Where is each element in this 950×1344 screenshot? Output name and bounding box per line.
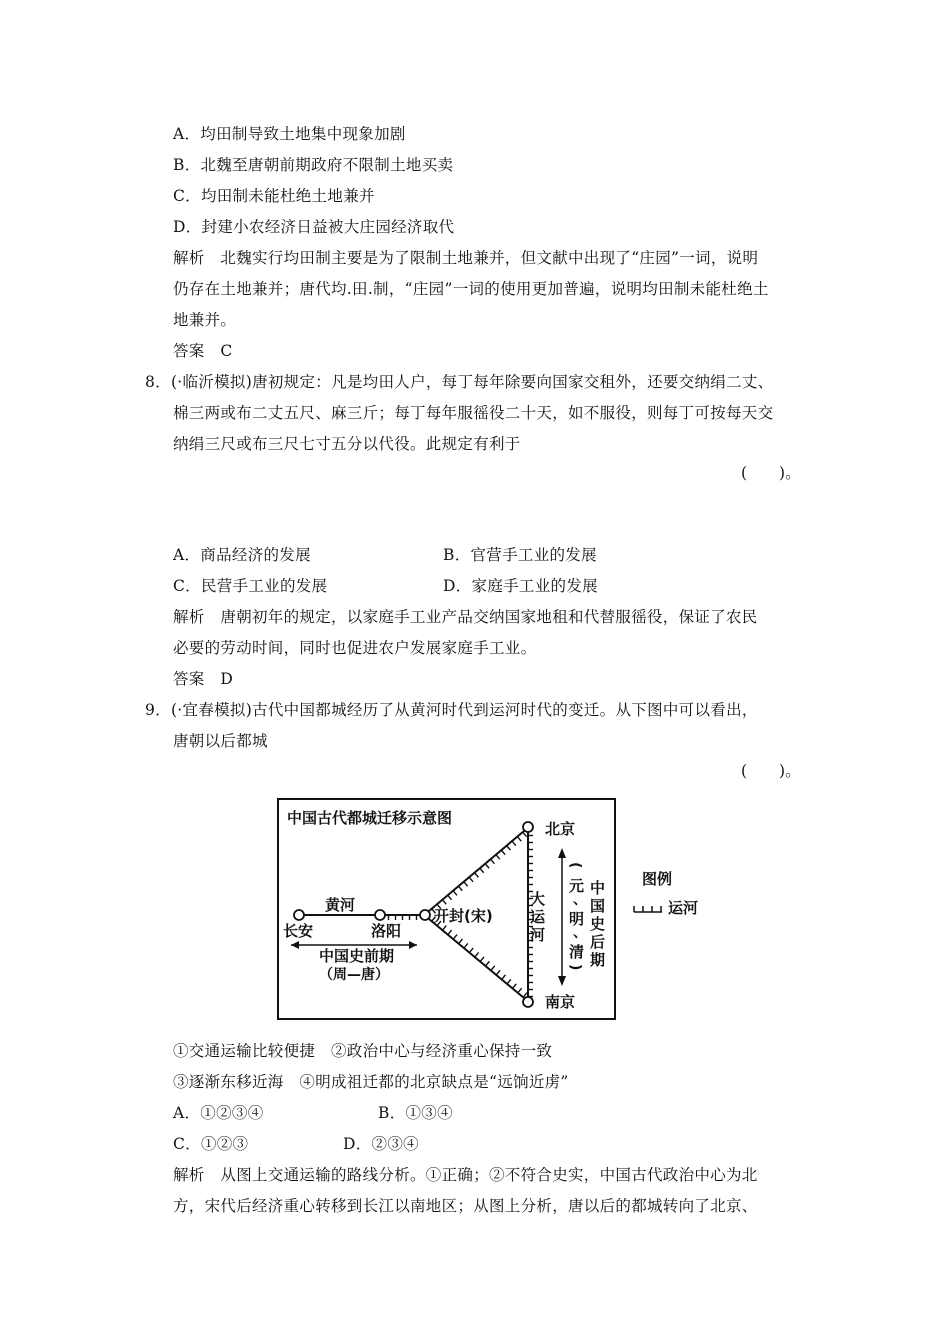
late-period-dynasties: 明 (569, 910, 585, 928)
diagram-title: 中国古代都城迁移示意图 (287, 809, 453, 827)
huanghe-label: 黄河 (325, 896, 356, 914)
q9-option-d: D．②③④ (343, 1135, 419, 1153)
legend-title: 图例 (642, 870, 673, 888)
q8-option-b: B．官营手工业的发展 (443, 546, 597, 564)
late-period-dynasties: 清 (569, 943, 585, 961)
q9-stem-line: 9．(·宜春模拟)古代中国都城经历了从黄河时代到运河时代的变迁。从下图中可以看出， (145, 701, 758, 719)
q7-option-b: B．北魏至唐朝前期政府不限制土地买卖 (173, 156, 454, 174)
nanjing-label: 南京 (545, 993, 576, 1011)
capital-migration-diagram (277, 798, 616, 1020)
q8-option-d: D．家庭手工业的发展 (443, 577, 598, 595)
q9-analysis-line: 方，宋代后经济重心转移到长江以南地区；从图上分析，唐以后的都城转向了北京、 (173, 1197, 758, 1215)
q9-stem-line: 唐朝以后都城 (173, 732, 268, 750)
q8-stem-line: 棉三两或布二丈五尺、麻三斤；每丁每年服徭役二十天，如不服役，则每丁可按每天交 (173, 404, 774, 422)
q7-analysis-line: 仍存在土地兼并；唐代均.田.制，“庄园”一词的使用更加普遍，说明均田制未能杜绝土 (173, 280, 769, 298)
late-period-dynasties: 、 (573, 892, 587, 908)
q9-analysis-line: 解析 从图上交通运输的路线分析。①正确；②不符合史实，中国古代政治中心为北 (173, 1166, 758, 1184)
q8-analysis-line: 必要的劳动时间，同时也促进农户发展家庭手工业。 (173, 639, 537, 657)
q7-answer: 答案 C (173, 342, 233, 360)
early-period-dates: （周—唐） (319, 967, 389, 983)
kaifeng-label: 开封(宋) (434, 907, 493, 925)
q8-option-a: A．商品经济的发展 (173, 546, 311, 564)
q7-option-c: C．均田制未能杜绝土地兼并 (173, 187, 375, 205)
q8-analysis-line: 解析 唐朝初年的规定，以家庭手工业产品交纳国家地租和代替服徭役，保证了农民 (173, 608, 758, 626)
grand-canal-char: 运 (530, 908, 546, 926)
late-period-label: 国 (590, 897, 606, 915)
early-period-label: 中国史前期 (319, 947, 395, 965)
q8-answer-blank: ( )。 (741, 464, 802, 482)
q9-statement-line: ③逐渐东移近海 ④明成祖迁都的北京缺点是“远饷近虏” (173, 1073, 569, 1091)
q7-option-a: A．均田制导致土地集中现象加剧 (173, 125, 406, 143)
late-period-label: 中 (590, 879, 606, 897)
luoyang-node (375, 910, 385, 920)
q9-answer-blank: ( )。 (741, 762, 802, 780)
late-period-label: 后 (590, 933, 606, 951)
grand-canal-char: 河 (530, 926, 546, 944)
changan-label: 长安 (283, 922, 314, 940)
beijing-label: 北京 (545, 820, 576, 838)
kaifeng-node (420, 910, 430, 920)
late-period-dynasties: ( (567, 862, 583, 869)
luoyang-label: 洛阳 (371, 922, 402, 940)
late-period-dynasties: ) (567, 964, 583, 971)
beijing-node (523, 822, 533, 832)
canal-legend-icon (634, 906, 662, 912)
nanjing-node (523, 997, 533, 1007)
q7-analysis-line: 地兼并。 (173, 311, 237, 329)
late-period-label: 期 (590, 951, 606, 969)
q9-option-a: A．①②③④ (173, 1104, 264, 1122)
q8-option-c: C．民营手工业的发展 (173, 577, 328, 595)
q7-analysis-line: 解析 北魏实行均田制主要是为了限制土地兼并，但文献中出现了“庄园”一词，说明 (173, 249, 759, 267)
late-period-label: 史 (590, 915, 606, 933)
changan-node (294, 910, 304, 920)
q8-stem-line: 8．(·临沂模拟)唐初规定：凡是均田人户，每丁每年除要向国家交租外，还要交纳绢二丈、 (145, 373, 774, 391)
late-period-dynasties: 元 (569, 877, 585, 895)
q9-statement-line: ①交通运输比较便捷 ②政治中心与经济重心保持一致 (173, 1042, 553, 1060)
q9-option-c: C．①②③ (173, 1135, 249, 1153)
diagram-legend (632, 868, 722, 928)
q8-answer: 答案 D (173, 670, 234, 688)
q7-option-d: D．封建小农经济日益被大庄园经济取代 (173, 218, 455, 236)
q9-option-b: B．①③④ (378, 1104, 453, 1122)
q8-stem-line: 纳绢三尺或布三尺七寸五分以代役。此规定有利于 (173, 435, 521, 453)
legend-canal-label: 运河 (668, 899, 699, 917)
grand-canal-char: 大 (530, 890, 546, 908)
late-period-dynasties: 、 (573, 925, 587, 941)
